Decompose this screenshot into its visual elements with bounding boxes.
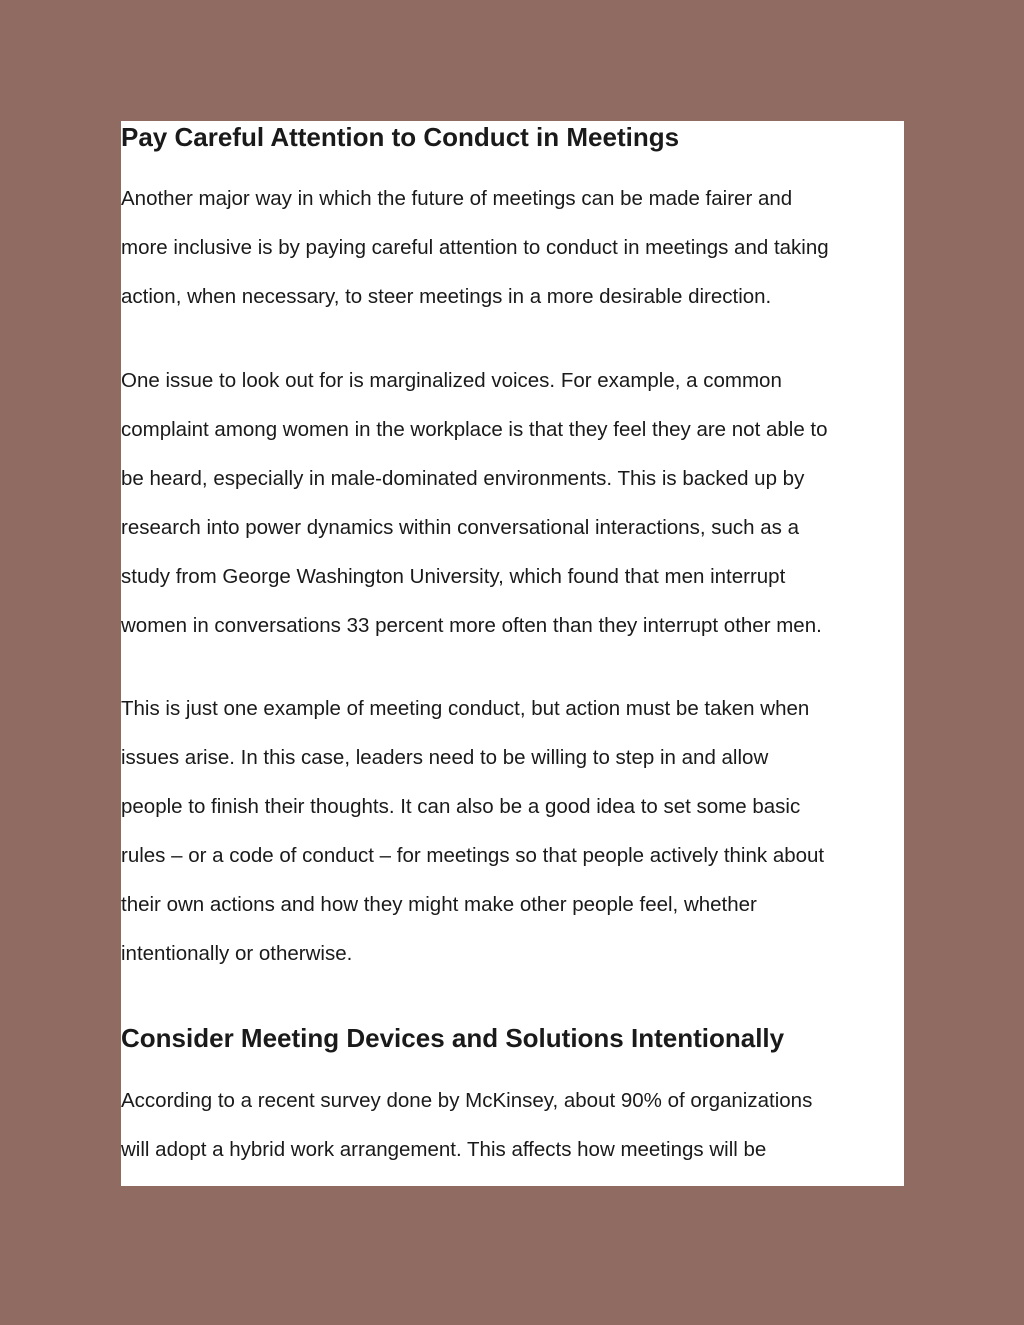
paragraph: One issue to look out for is marginalized voices. For example, a common complaint among women in the workplace is that they feel they are not able to be heard, especially in male-dominated environments. This is backed up by research into power dynamics within conversational interactions, such as a study from George Washington University, which found that men interrupt women in conversations 33 percent more often than they interrupt other men. (121, 369, 828, 637)
document-page (121, 121, 904, 1186)
paragraph: This is just one example of meeting conduct, but action must be taken when issues arise. In this case, leaders need to be willing to step in and allow people to finish their thoughts. It can also be a good idea to set some basic rules – or a code of conduct – for meetings so that people actively think about their own actions and how they might make other people feel, whether intentionally or otherwise. (121, 697, 825, 965)
section-heading-conduct: Pay Careful Attention to Conduct in Meetings (121, 122, 680, 152)
section-heading-devices: Consider Meeting Devices and Solutions Intentionally (121, 1023, 785, 1053)
paragraph: Another major way in which the future of meetings can be made fairer and more inclusive is by paying careful attention to conduct in meetings and taking action, when necessary, to steer meetings in a more desirable direction. (121, 187, 829, 308)
paragraph: According to a recent survey done by McKinsey, about 90% of organizations will adopt a hybrid work arrangement. This affects how meetings will be (121, 1089, 813, 1161)
